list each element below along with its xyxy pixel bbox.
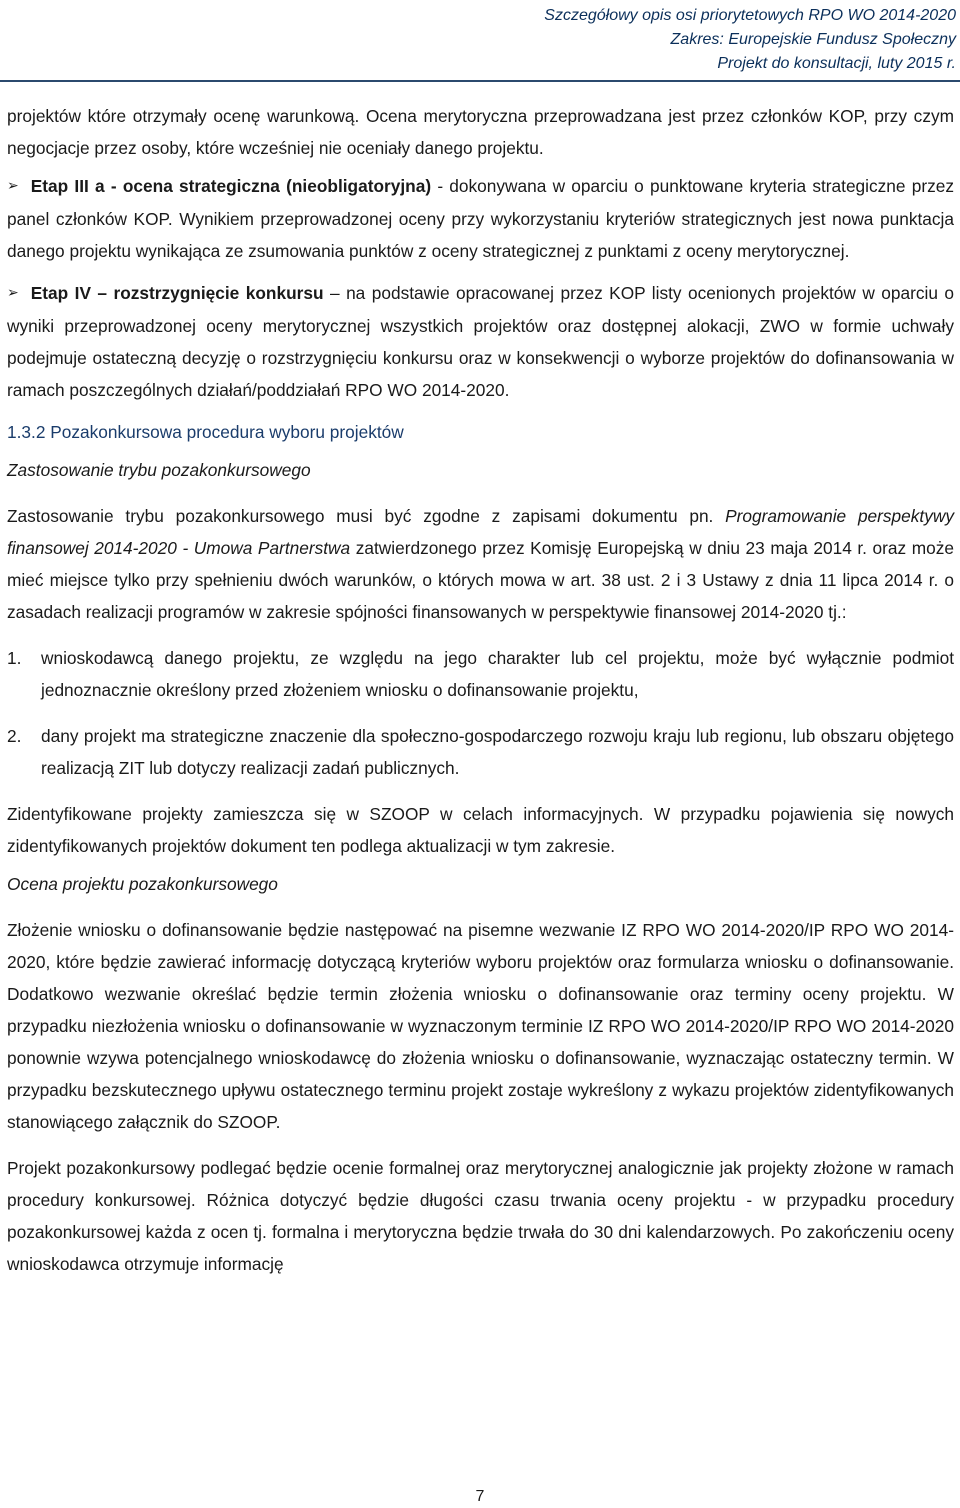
subheading-zastosowanie bbox=[7, 454, 954, 486]
list-item-number: 2. bbox=[7, 726, 22, 746]
subheading-zastosowanie-text: Zastosowanie trybu pozakonkursowego bbox=[7, 460, 311, 480]
header-divider bbox=[0, 80, 960, 82]
bullet-etap-3a-text: - dokonywana w oparciu o punktowane kryteria strategiczne przez panel członków KOP. Wynikiem przeprowadzonej oceny przy wykorzystaniu kryteriów strategicznych jest nowa punktacja danego projektu wynikająca ze zsumowania punktów z oceny strategicznej z punktami z oceny merytorycznej. bbox=[7, 176, 954, 261]
paragraph-zastosowanie-text-1: Zastosowanie trybu pozakonkursowego musi być zgodne z zapisami dokumentu pn. bbox=[7, 506, 726, 526]
section-heading: 1.3.2 Pozakonkursowa procedura wyboru projektów bbox=[7, 422, 404, 442]
bullet-etap-4 bbox=[7, 277, 954, 406]
list-item-text: wnioskodawcą danego projektu, ze względu na jego charakter lub cel projektu, może być wyłącznie podmiot jednoznacznie określony przed złożeniem wniosku o dofinansowanie projektu, bbox=[41, 648, 954, 700]
conditions-list bbox=[7, 642, 954, 784]
bullet-etap-4-title: Etap IV – rozstrzygnięcie konkursu bbox=[30, 283, 324, 303]
page-header bbox=[544, 4, 956, 76]
page-number: 7 bbox=[475, 1488, 485, 1505]
paragraph-zidentyfikowane: Zidentyfikowane projekty zamieszcza się w SZOOP w celach informacyjnych. W przypadku pojawienia się nowych zidentyfikowanych projektów dokument ten podlega aktualizacji w tym zakresie. bbox=[7, 804, 954, 856]
document-body bbox=[7, 100, 954, 1280]
list-item-text: dany projekt ma strategiczne znaczenie dla społeczno-gospodarczego rozwoju kraju lub regionu, lub obszaru objętego realizacją ZIT lub dotyczy realizacji zadań publicznych. bbox=[41, 726, 954, 778]
subheading-ocena bbox=[7, 868, 954, 900]
paragraph-projekt-pozakonkursowy: Projekt pozakonkursowy podlegać będzie ocenie formalnej oraz merytorycznej analogicznie jak projekty złożone w ramach procedury konkursowej. Różnica dotyczyć będzie długości czasu trwania oceny projektu - w przypadku procedury pozakonkursowej każda z ocen tj. formalna i merytoryczna będzie trwała do 30 dni kalendarzowych. Po zakończeniu oceny wnioskodawca otrzymuje informację bbox=[7, 1158, 954, 1274]
bullet-etap-3a-title: Etap III a - ocena strategiczna (nieobligatoryjna) bbox=[30, 176, 432, 196]
subheading-ocena-text: Ocena projektu pozakonkursowego bbox=[7, 874, 278, 894]
paragraph-zastosowanie-text-2: zatwierdzonego przez Komisję Europejską w dniu 23 maja 2014 r. oraz może mieć miejsce tylko przy spełnieniu dwóch warunków, o których mowa w art. 38 ust. 2 i 3 Ustawy z dnia 11 lipca 2014 r. o zasadach realizacji programów w zakresie spójności finansowanych w perspektywie finansowej 2014-2020 tj.: bbox=[7, 538, 955, 622]
bullet-etap-4-text: – na podstawie opracowanej przez KOP listy ocenionych projektów w oparciu o wyniki przeprowadzonej oceny merytorycznej wszystkich projektów oraz dostępnej alokacji, ZWO w formie uchwały podejmuje ostateczną decyzję o rozstrzygnięciu konkursu oraz w konsekwencji o wyborze projektów do dofinansowania w ramach poszczególnych działań/poddziałań RPO WO 2014-2020. bbox=[7, 283, 955, 400]
paragraph-intro: projektów które otrzymały ocenę warunkową. Ocena merytoryczna przeprowadzana jest przez członków KOP, przy czym negocjacje przez osoby, które wcześniej nie oceniały danego projektu. bbox=[7, 106, 954, 158]
list-item-number: 1. bbox=[7, 648, 22, 668]
arrow-bullet-icon: ➢ bbox=[7, 177, 19, 193]
paragraph-zastosowanie bbox=[7, 500, 954, 628]
header-title: Szczegółowy opis osi priorytetowych RPO WO 2014-2020 bbox=[544, 7, 956, 24]
bullet-etap-3a bbox=[7, 170, 954, 267]
document-title-reference: Programowanie perspektywy finansowej 2014-2020 - Umowa Partnerstwa bbox=[7, 506, 954, 558]
list-item bbox=[7, 720, 954, 784]
paragraph-zlozenie-wniosku: Złożenie wniosku o dofinansowanie będzie następować na pisemne wezwanie IZ RPO WO 2014-2020/IP RPO WO 2014-2020, które będzie zawierać informację dotyczącą kryteriów wyboru projektów oraz formularza wniosku o dofinansowanie. Dodatkowo wezwanie określać będzie termin złożenia wniosku o dofinansowanie oraz terminy oceny projektu. W przypadku niezłożenia wniosku o dofinansowanie w wyznaczonym terminie IZ RPO WO 2014-2020/IP RPO WO 2014-2020 ponownie wzywa potencjalnego wnioskodawcę do złożenia wniosku o dofinansowanie, wyznaczając ostateczny termin. W przypadku bezskutecznego upływu ostatecznego terminu projekt zostaje wykreślony z wykazu projektów zidentyfikowanych stanowiącego załącznik do SZOOP. bbox=[7, 920, 954, 1132]
arrow-bullet-icon: ➢ bbox=[7, 284, 19, 300]
list-item bbox=[7, 642, 954, 706]
header-status: Projekt do konsultacji, luty 2015 r. bbox=[717, 55, 956, 72]
header-scope: Zakres: Europejskie Fundusz Społeczny bbox=[670, 31, 956, 48]
